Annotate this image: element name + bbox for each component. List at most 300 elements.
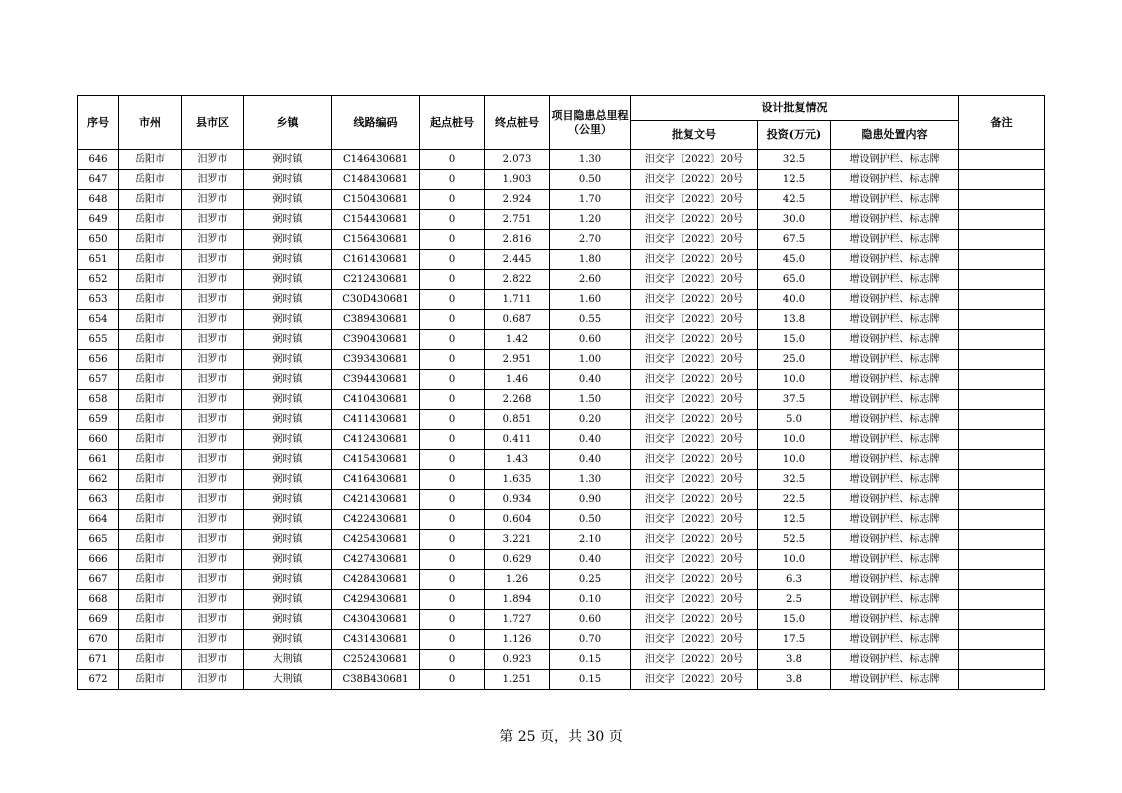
cell-remarks (959, 310, 1045, 330)
cell-approval-no: 汨交字〔2022〕20号 (631, 210, 758, 230)
cell-remarks (959, 290, 1045, 310)
cell-disposal: 增设钢护栏、标志牌 (831, 290, 959, 310)
cell-disposal: 增设钢护栏、标志牌 (831, 470, 959, 490)
cell-county: 汨罗市 (182, 590, 244, 610)
cell-start-stake: 0 (420, 490, 485, 510)
header-city: 市州 (119, 96, 182, 150)
cell-route-code: C38B430681 (332, 670, 420, 690)
cell-start-stake: 0 (420, 570, 485, 590)
cell-disposal: 增设钢护栏、标志牌 (831, 190, 959, 210)
cell-county: 汨罗市 (182, 310, 244, 330)
cell-start-stake: 0 (420, 290, 485, 310)
cell-route-code: C389430681 (332, 310, 420, 330)
cell-end-stake: 2.951 (485, 350, 550, 370)
table-row (78, 430, 1045, 450)
cell-city: 岳阳市 (119, 210, 182, 230)
header-disposal: 隐患处置内容 (831, 121, 959, 150)
cell-disposal: 增设钢护栏、标志牌 (831, 150, 959, 170)
cell-end-stake: 1.894 (485, 590, 550, 610)
cell-route-code: C150430681 (332, 190, 420, 210)
page-number: 第 25 页，共 30 页 (499, 729, 623, 745)
cell-town: 弼时镇 (244, 390, 332, 410)
cell-seq: 662 (78, 470, 119, 490)
data-table (77, 95, 1045, 690)
cell-approval-no: 汨交字〔2022〕20号 (631, 530, 758, 550)
cell-approval-no: 汨交字〔2022〕20号 (631, 650, 758, 670)
cell-town: 弼时镇 (244, 470, 332, 490)
cell-end-stake: 0.411 (485, 430, 550, 450)
cell-seq: 670 (78, 630, 119, 650)
cell-city: 岳阳市 (119, 290, 182, 310)
cell-town: 弼时镇 (244, 450, 332, 470)
table-row (78, 210, 1045, 230)
cell-start-stake: 0 (420, 350, 485, 370)
cell-total-length: 1.60 (550, 290, 631, 310)
cell-town: 弼时镇 (244, 310, 332, 330)
cell-city: 岳阳市 (119, 250, 182, 270)
cell-county: 汨罗市 (182, 670, 244, 690)
cell-town: 弼时镇 (244, 210, 332, 230)
cell-city: 岳阳市 (119, 490, 182, 510)
cell-total-length: 0.25 (550, 570, 631, 590)
cell-route-code: C429430681 (332, 590, 420, 610)
cell-end-stake: 1.711 (485, 290, 550, 310)
cell-town: 弼时镇 (244, 290, 332, 310)
cell-route-code: C393430681 (332, 350, 420, 370)
cell-city: 岳阳市 (119, 590, 182, 610)
cell-remarks (959, 610, 1045, 630)
cell-total-length: 0.50 (550, 170, 631, 190)
cell-remarks (959, 570, 1045, 590)
cell-remarks (959, 150, 1045, 170)
cell-town: 大荆镇 (244, 670, 332, 690)
cell-disposal: 增设钢护栏、标志牌 (831, 270, 959, 290)
cell-route-code: C416430681 (332, 470, 420, 490)
cell-investment: 15.0 (758, 330, 831, 350)
cell-county: 汨罗市 (182, 290, 244, 310)
header-start-stake: 起点桩号 (420, 96, 485, 150)
cell-investment: 32.5 (758, 150, 831, 170)
cell-end-stake: 0.687 (485, 310, 550, 330)
cell-county: 汨罗市 (182, 550, 244, 570)
cell-end-stake: 2.268 (485, 390, 550, 410)
cell-city: 岳阳市 (119, 230, 182, 250)
cell-seq: 655 (78, 330, 119, 350)
cell-total-length: 0.60 (550, 610, 631, 630)
cell-remarks (959, 330, 1045, 350)
cell-disposal: 增设钢护栏、标志牌 (831, 570, 959, 590)
cell-end-stake: 2.073 (485, 150, 550, 170)
cell-seq: 661 (78, 450, 119, 470)
cell-city: 岳阳市 (119, 610, 182, 630)
cell-seq: 665 (78, 530, 119, 550)
cell-end-stake: 1.42 (485, 330, 550, 350)
cell-approval-no: 汨交字〔2022〕20号 (631, 570, 758, 590)
cell-city: 岳阳市 (119, 390, 182, 410)
cell-total-length: 0.90 (550, 490, 631, 510)
cell-investment: 10.0 (758, 430, 831, 450)
cell-county: 汨罗市 (182, 230, 244, 250)
cell-end-stake: 0.629 (485, 550, 550, 570)
cell-route-code: C427430681 (332, 550, 420, 570)
table-header (78, 96, 1045, 150)
cell-town: 弼时镇 (244, 410, 332, 430)
cell-county: 汨罗市 (182, 450, 244, 470)
cell-seq: 648 (78, 190, 119, 210)
cell-county: 汨罗市 (182, 630, 244, 650)
table-row (78, 550, 1045, 570)
cell-total-length: 1.20 (550, 210, 631, 230)
cell-end-stake: 0.604 (485, 510, 550, 530)
cell-total-length: 2.60 (550, 270, 631, 290)
cell-seq: 652 (78, 270, 119, 290)
cell-end-stake: 1.126 (485, 630, 550, 650)
cell-town: 弼时镇 (244, 490, 332, 510)
table-row (78, 330, 1045, 350)
cell-county: 汨罗市 (182, 250, 244, 270)
table-row (78, 230, 1045, 250)
cell-approval-no: 汨交字〔2022〕20号 (631, 310, 758, 330)
cell-route-code: C252430681 (332, 650, 420, 670)
cell-seq: 666 (78, 550, 119, 570)
cell-city: 岳阳市 (119, 470, 182, 490)
cell-start-stake: 0 (420, 530, 485, 550)
cell-approval-no: 汨交字〔2022〕20号 (631, 550, 758, 570)
cell-seq: 671 (78, 650, 119, 670)
cell-city: 岳阳市 (119, 150, 182, 170)
cell-route-code: C156430681 (332, 230, 420, 250)
cell-route-code: C411430681 (332, 410, 420, 430)
cell-end-stake: 2.822 (485, 270, 550, 290)
cell-county: 汨罗市 (182, 650, 244, 670)
cell-start-stake: 0 (420, 230, 485, 250)
cell-investment: 30.0 (758, 210, 831, 230)
cell-approval-no: 汨交字〔2022〕20号 (631, 230, 758, 250)
cell-investment: 2.5 (758, 590, 831, 610)
cell-seq: 667 (78, 570, 119, 590)
cell-total-length: 0.40 (550, 430, 631, 450)
table-row (78, 450, 1045, 470)
cell-route-code: C428430681 (332, 570, 420, 590)
cell-town: 弼时镇 (244, 570, 332, 590)
cell-town: 弼时镇 (244, 170, 332, 190)
cell-start-stake: 0 (420, 450, 485, 470)
table-row (78, 350, 1045, 370)
table-body (78, 150, 1045, 690)
cell-start-stake: 0 (420, 270, 485, 290)
cell-disposal: 增设钢护栏、标志牌 (831, 250, 959, 270)
header-total-length: 项目隐患总里程（公里） (550, 96, 631, 150)
cell-end-stake: 1.635 (485, 470, 550, 490)
cell-investment: 42.5 (758, 190, 831, 210)
cell-seq: 664 (78, 510, 119, 530)
cell-end-stake: 1.727 (485, 610, 550, 630)
cell-disposal: 增设钢护栏、标志牌 (831, 230, 959, 250)
cell-investment: 12.5 (758, 170, 831, 190)
cell-total-length: 2.10 (550, 530, 631, 550)
cell-seq: 656 (78, 350, 119, 370)
cell-approval-no: 汨交字〔2022〕20号 (631, 510, 758, 530)
cell-disposal: 增设钢护栏、标志牌 (831, 370, 959, 390)
cell-town: 弼时镇 (244, 270, 332, 290)
cell-investment: 17.5 (758, 630, 831, 650)
cell-county: 汨罗市 (182, 490, 244, 510)
cell-total-length: 0.20 (550, 410, 631, 430)
cell-total-length: 0.70 (550, 630, 631, 650)
cell-route-code: C431430681 (332, 630, 420, 650)
cell-end-stake: 2.816 (485, 230, 550, 250)
cell-town: 弼时镇 (244, 350, 332, 370)
cell-route-code: C410430681 (332, 390, 420, 410)
cell-route-code: C390430681 (332, 330, 420, 350)
cell-seq: 650 (78, 230, 119, 250)
cell-route-code: C422430681 (332, 510, 420, 530)
cell-total-length: 1.00 (550, 350, 631, 370)
cell-route-code: C421430681 (332, 490, 420, 510)
cell-remarks (959, 410, 1045, 430)
cell-disposal: 增设钢护栏、标志牌 (831, 450, 959, 470)
cell-investment: 32.5 (758, 470, 831, 490)
cell-remarks (959, 390, 1045, 410)
cell-start-stake: 0 (420, 370, 485, 390)
cell-disposal: 增设钢护栏、标志牌 (831, 490, 959, 510)
cell-total-length: 1.30 (550, 470, 631, 490)
cell-investment: 45.0 (758, 250, 831, 270)
cell-investment: 65.0 (758, 270, 831, 290)
cell-remarks (959, 630, 1045, 650)
cell-city: 岳阳市 (119, 530, 182, 550)
cell-start-stake: 0 (420, 250, 485, 270)
cell-investment: 67.5 (758, 230, 831, 250)
cell-county: 汨罗市 (182, 150, 244, 170)
cell-remarks (959, 250, 1045, 270)
cell-end-stake: 1.903 (485, 170, 550, 190)
cell-seq: 653 (78, 290, 119, 310)
cell-end-stake: 0.934 (485, 490, 550, 510)
table-row (78, 250, 1045, 270)
cell-county: 汨罗市 (182, 370, 244, 390)
cell-route-code: C161430681 (332, 250, 420, 270)
cell-total-length: 0.40 (550, 450, 631, 470)
table-row (78, 290, 1045, 310)
cell-disposal: 增设钢护栏、标志牌 (831, 330, 959, 350)
table-row (78, 610, 1045, 630)
cell-investment: 10.0 (758, 450, 831, 470)
cell-route-code: C212430681 (332, 270, 420, 290)
cell-town: 弼时镇 (244, 630, 332, 650)
cell-approval-no: 汨交字〔2022〕20号 (631, 350, 758, 370)
cell-remarks (959, 190, 1045, 210)
cell-total-length: 0.40 (550, 550, 631, 570)
cell-town: 弼时镇 (244, 590, 332, 610)
cell-approval-no: 汨交字〔2022〕20号 (631, 610, 758, 630)
cell-start-stake: 0 (420, 170, 485, 190)
cell-disposal: 增设钢护栏、标志牌 (831, 170, 959, 190)
cell-start-stake: 0 (420, 430, 485, 450)
cell-disposal: 增设钢护栏、标志牌 (831, 390, 959, 410)
cell-seq: 651 (78, 250, 119, 270)
cell-town: 弼时镇 (244, 370, 332, 390)
cell-remarks (959, 470, 1045, 490)
cell-disposal: 增设钢护栏、标志牌 (831, 310, 959, 330)
cell-remarks (959, 490, 1045, 510)
cell-total-length: 1.70 (550, 190, 631, 210)
cell-route-code: C415430681 (332, 450, 420, 470)
cell-county: 汨罗市 (182, 610, 244, 630)
cell-total-length: 1.50 (550, 390, 631, 410)
cell-total-length: 0.50 (550, 510, 631, 530)
cell-investment: 5.0 (758, 410, 831, 430)
cell-start-stake: 0 (420, 210, 485, 230)
header-end-stake: 终点桩号 (485, 96, 550, 150)
cell-start-stake: 0 (420, 590, 485, 610)
header-town: 乡镇 (244, 96, 332, 150)
cell-county: 汨罗市 (182, 270, 244, 290)
table-row (78, 190, 1045, 210)
cell-total-length: 0.55 (550, 310, 631, 330)
cell-county: 汨罗市 (182, 190, 244, 210)
cell-seq: 657 (78, 370, 119, 390)
cell-total-length: 1.30 (550, 150, 631, 170)
cell-total-length: 1.80 (550, 250, 631, 270)
table-row (78, 310, 1045, 330)
table-row (78, 530, 1045, 550)
cell-remarks (959, 590, 1045, 610)
cell-town: 弼时镇 (244, 150, 332, 170)
cell-approval-no: 汨交字〔2022〕20号 (631, 470, 758, 490)
cell-approval-no: 汨交字〔2022〕20号 (631, 250, 758, 270)
cell-city: 岳阳市 (119, 310, 182, 330)
cell-investment: 22.5 (758, 490, 831, 510)
table-row (78, 410, 1045, 430)
cell-city: 岳阳市 (119, 650, 182, 670)
cell-city: 岳阳市 (119, 630, 182, 650)
cell-approval-no: 汨交字〔2022〕20号 (631, 150, 758, 170)
cell-end-stake: 1.43 (485, 450, 550, 470)
cell-start-stake: 0 (420, 310, 485, 330)
table-row (78, 470, 1045, 490)
cell-approval-no: 汨交字〔2022〕20号 (631, 630, 758, 650)
cell-city: 岳阳市 (119, 350, 182, 370)
table-row (78, 630, 1045, 650)
cell-start-stake: 0 (420, 390, 485, 410)
cell-start-stake: 0 (420, 190, 485, 210)
cell-seq: 647 (78, 170, 119, 190)
cell-city: 岳阳市 (119, 430, 182, 450)
header-investment: 投资(万元) (758, 121, 831, 150)
cell-remarks (959, 650, 1045, 670)
cell-county: 汨罗市 (182, 350, 244, 370)
cell-total-length: 0.40 (550, 370, 631, 390)
cell-investment: 10.0 (758, 550, 831, 570)
cell-approval-no: 汨交字〔2022〕20号 (631, 330, 758, 350)
cell-disposal: 增设钢护栏、标志牌 (831, 350, 959, 370)
cell-remarks (959, 370, 1045, 390)
cell-seq: 654 (78, 310, 119, 330)
cell-remarks (959, 170, 1045, 190)
cell-approval-no: 汨交字〔2022〕20号 (631, 290, 758, 310)
table-row (78, 490, 1045, 510)
table-row (78, 570, 1045, 590)
cell-seq: 672 (78, 670, 119, 690)
cell-disposal: 增设钢护栏、标志牌 (831, 410, 959, 430)
cell-remarks (959, 450, 1045, 470)
cell-investment: 52.5 (758, 530, 831, 550)
cell-disposal: 增设钢护栏、标志牌 (831, 590, 959, 610)
cell-county: 汨罗市 (182, 410, 244, 430)
table-row (78, 590, 1045, 610)
cell-investment: 15.0 (758, 610, 831, 630)
cell-remarks (959, 510, 1045, 530)
cell-disposal: 增设钢护栏、标志牌 (831, 550, 959, 570)
cell-approval-no: 汨交字〔2022〕20号 (631, 490, 758, 510)
cell-town: 弼时镇 (244, 430, 332, 450)
cell-total-length: 0.15 (550, 650, 631, 670)
cell-city: 岳阳市 (119, 570, 182, 590)
cell-county: 汨罗市 (182, 510, 244, 530)
table-row (78, 510, 1045, 530)
cell-approval-no: 汨交字〔2022〕20号 (631, 270, 758, 290)
cell-city: 岳阳市 (119, 450, 182, 470)
header-seq: 序号 (78, 96, 119, 150)
cell-start-stake: 0 (420, 550, 485, 570)
cell-county: 汨罗市 (182, 530, 244, 550)
cell-disposal: 增设钢护栏、标志牌 (831, 610, 959, 630)
cell-investment: 13.8 (758, 310, 831, 330)
cell-seq: 668 (78, 590, 119, 610)
cell-approval-no: 汨交字〔2022〕20号 (631, 370, 758, 390)
table-row (78, 370, 1045, 390)
cell-remarks (959, 230, 1045, 250)
cell-end-stake: 3.221 (485, 530, 550, 550)
cell-end-stake: 0.923 (485, 650, 550, 670)
cell-investment: 12.5 (758, 510, 831, 530)
cell-approval-no: 汨交字〔2022〕20号 (631, 390, 758, 410)
cell-county: 汨罗市 (182, 170, 244, 190)
cell-total-length: 2.70 (550, 230, 631, 250)
cell-disposal: 增设钢护栏、标志牌 (831, 510, 959, 530)
header-approval-no: 批复文号 (631, 121, 758, 150)
cell-investment: 3.8 (758, 670, 831, 690)
cell-seq: 663 (78, 490, 119, 510)
table-row (78, 170, 1045, 190)
cell-end-stake: 1.26 (485, 570, 550, 590)
cell-route-code: C412430681 (332, 430, 420, 450)
cell-start-stake: 0 (420, 510, 485, 530)
cell-disposal: 增设钢护栏、标志牌 (831, 650, 959, 670)
cell-town: 弼时镇 (244, 330, 332, 350)
table-row (78, 670, 1045, 690)
cell-approval-no: 汨交字〔2022〕20号 (631, 450, 758, 470)
cell-remarks (959, 550, 1045, 570)
cell-city: 岳阳市 (119, 190, 182, 210)
cell-end-stake: 1.46 (485, 370, 550, 390)
cell-city: 岳阳市 (119, 510, 182, 530)
cell-investment: 10.0 (758, 370, 831, 390)
cell-remarks (959, 270, 1045, 290)
cell-investment: 25.0 (758, 350, 831, 370)
cell-approval-no: 汨交字〔2022〕20号 (631, 590, 758, 610)
cell-end-stake: 1.251 (485, 670, 550, 690)
cell-route-code: C146430681 (332, 150, 420, 170)
cell-town: 弼时镇 (244, 550, 332, 570)
cell-disposal: 增设钢护栏、标志牌 (831, 670, 959, 690)
table-row (78, 650, 1045, 670)
cell-total-length: 0.60 (550, 330, 631, 350)
cell-investment: 40.0 (758, 290, 831, 310)
cell-disposal: 增设钢护栏、标志牌 (831, 430, 959, 450)
cell-city: 岳阳市 (119, 670, 182, 690)
